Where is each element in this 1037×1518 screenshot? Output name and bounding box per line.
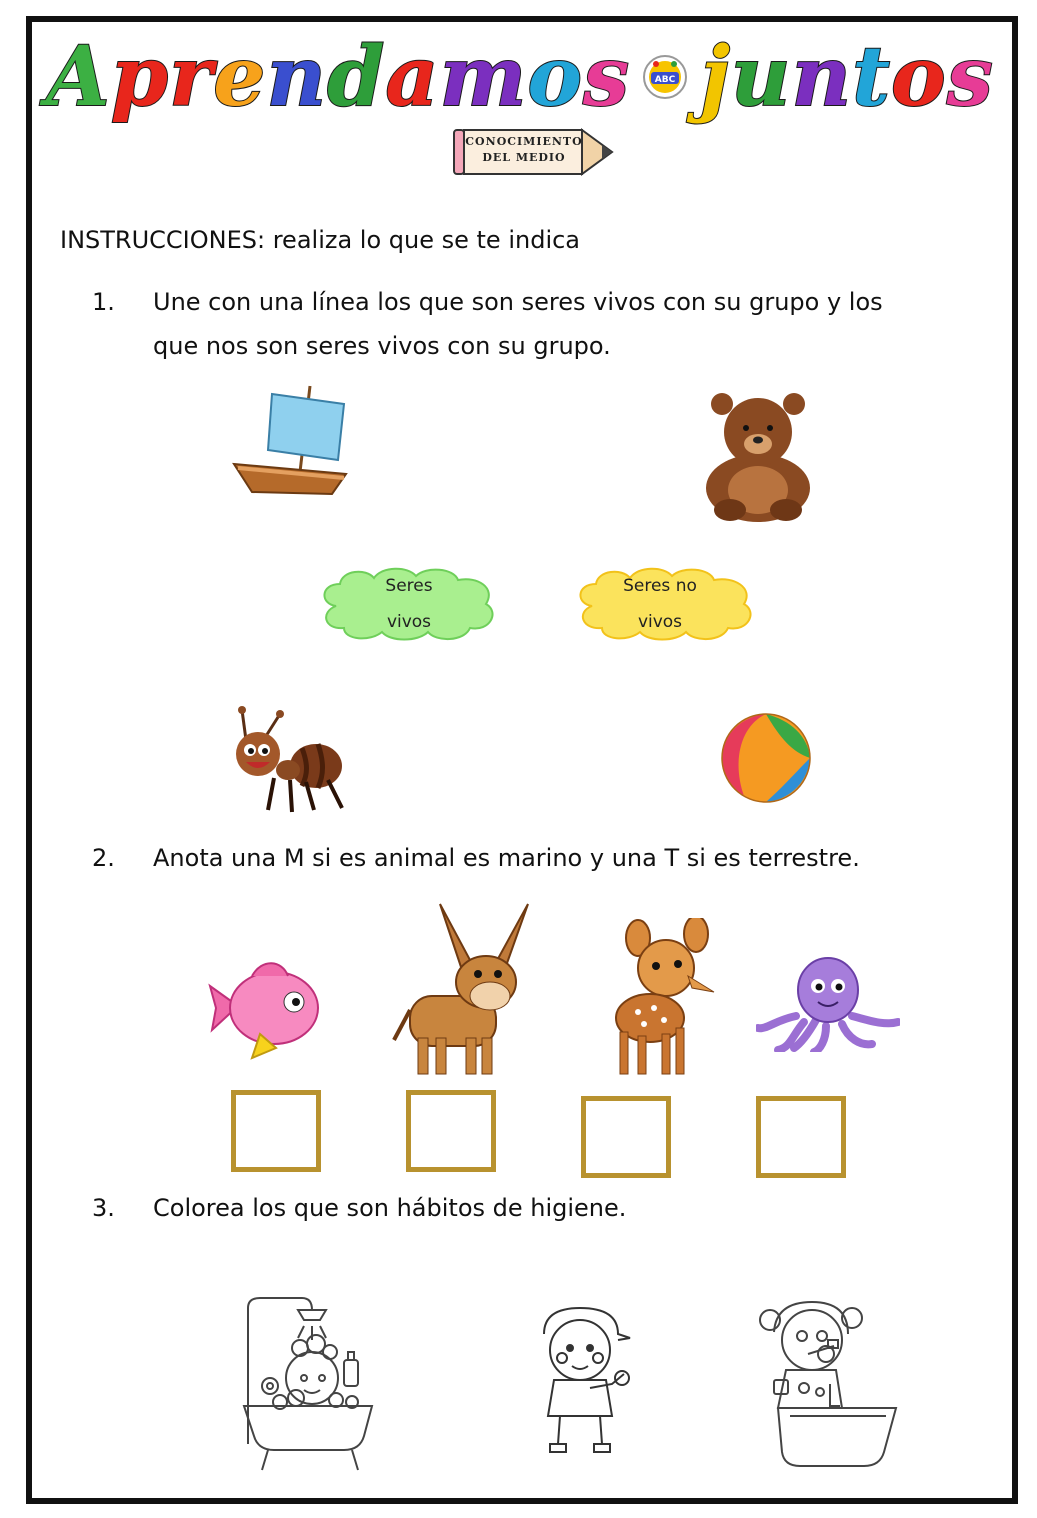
- child-washing-hands-image: [530, 1304, 640, 1456]
- title-word1-letter: m: [439, 29, 528, 125]
- svg-text:ABC: ABC: [654, 75, 676, 85]
- title-word-aprendamos: [46, 29, 631, 125]
- q1-text-line2: que nos son seres vivos con su grupo.: [153, 332, 611, 360]
- title-word1-letter: s: [583, 29, 631, 125]
- title-word1-letter: r: [169, 29, 214, 125]
- subject-pencil-label: [452, 124, 618, 180]
- cloud-seres-vivos: [316, 566, 502, 642]
- sailboat-image: [228, 382, 354, 500]
- title-word1-letter: a: [385, 29, 440, 125]
- q2-number: 2.: [92, 844, 115, 872]
- title-word2-letter: t: [852, 29, 892, 125]
- q3-number: 3.: [92, 1194, 115, 1222]
- cloud-no-vivos-line2: vivos: [637, 612, 683, 632]
- subject-label-text: [464, 134, 584, 166]
- cloud-vivos-line2: vivos: [386, 612, 432, 632]
- answer-box-fish[interactable]: [231, 1090, 321, 1172]
- title-word2-letter: j: [700, 29, 731, 125]
- title-word-juntos: [700, 29, 994, 125]
- answer-box-donkey[interactable]: [406, 1090, 496, 1172]
- subject-line-1: CONOCIMIENTO: [465, 135, 583, 148]
- girl-brushing-teeth-image: [756, 1296, 904, 1472]
- page-title: [40, 22, 1000, 132]
- q1-number: 1.: [92, 288, 115, 316]
- donkey-image: [390, 900, 536, 1080]
- title-word1-letter: n: [266, 29, 328, 125]
- title-word2-letter: o: [891, 29, 947, 125]
- abc-logo-icon: [642, 54, 688, 100]
- title-word1-letter: e: [213, 29, 267, 125]
- cloud-vivos-line1: Seres: [385, 576, 433, 596]
- fish-image: [202, 956, 322, 1064]
- title-word1-letter: p: [110, 29, 170, 125]
- cloud-seres-no-vivos: [572, 566, 760, 642]
- bear-image: [700, 390, 816, 524]
- q2-text: Anota una M si es animal es marino y una T si es terrestre.: [153, 844, 860, 872]
- octopus-image: [756, 956, 900, 1052]
- deer-image: [608, 918, 720, 1078]
- instructions-text: INSTRUCCIONES: realiza lo que se te indica: [60, 226, 581, 254]
- title-word2-letter: n: [791, 29, 853, 125]
- title-word2-letter: s: [946, 29, 994, 125]
- cloud-no-vivos-line1: Seres no: [623, 576, 697, 596]
- answer-box-deer[interactable]: [581, 1096, 671, 1178]
- title-word2-letter: u: [730, 29, 792, 125]
- ball-image: [720, 712, 812, 804]
- q3-text: Colorea los que son hábitos de higiene.: [153, 1194, 627, 1222]
- q1-text-line1: Une con una línea los que son seres vivos con su grupo y los: [153, 288, 883, 316]
- title-word1-letter: A: [46, 29, 111, 125]
- child-bathing-image: [240, 1294, 380, 1474]
- subject-line-2: DEL MEDIO: [482, 151, 566, 164]
- ant-image: [232, 704, 348, 816]
- title-word1-letter: o: [527, 29, 584, 125]
- title-word1-letter: d: [327, 29, 386, 125]
- answer-box-octopus[interactable]: [756, 1096, 846, 1178]
